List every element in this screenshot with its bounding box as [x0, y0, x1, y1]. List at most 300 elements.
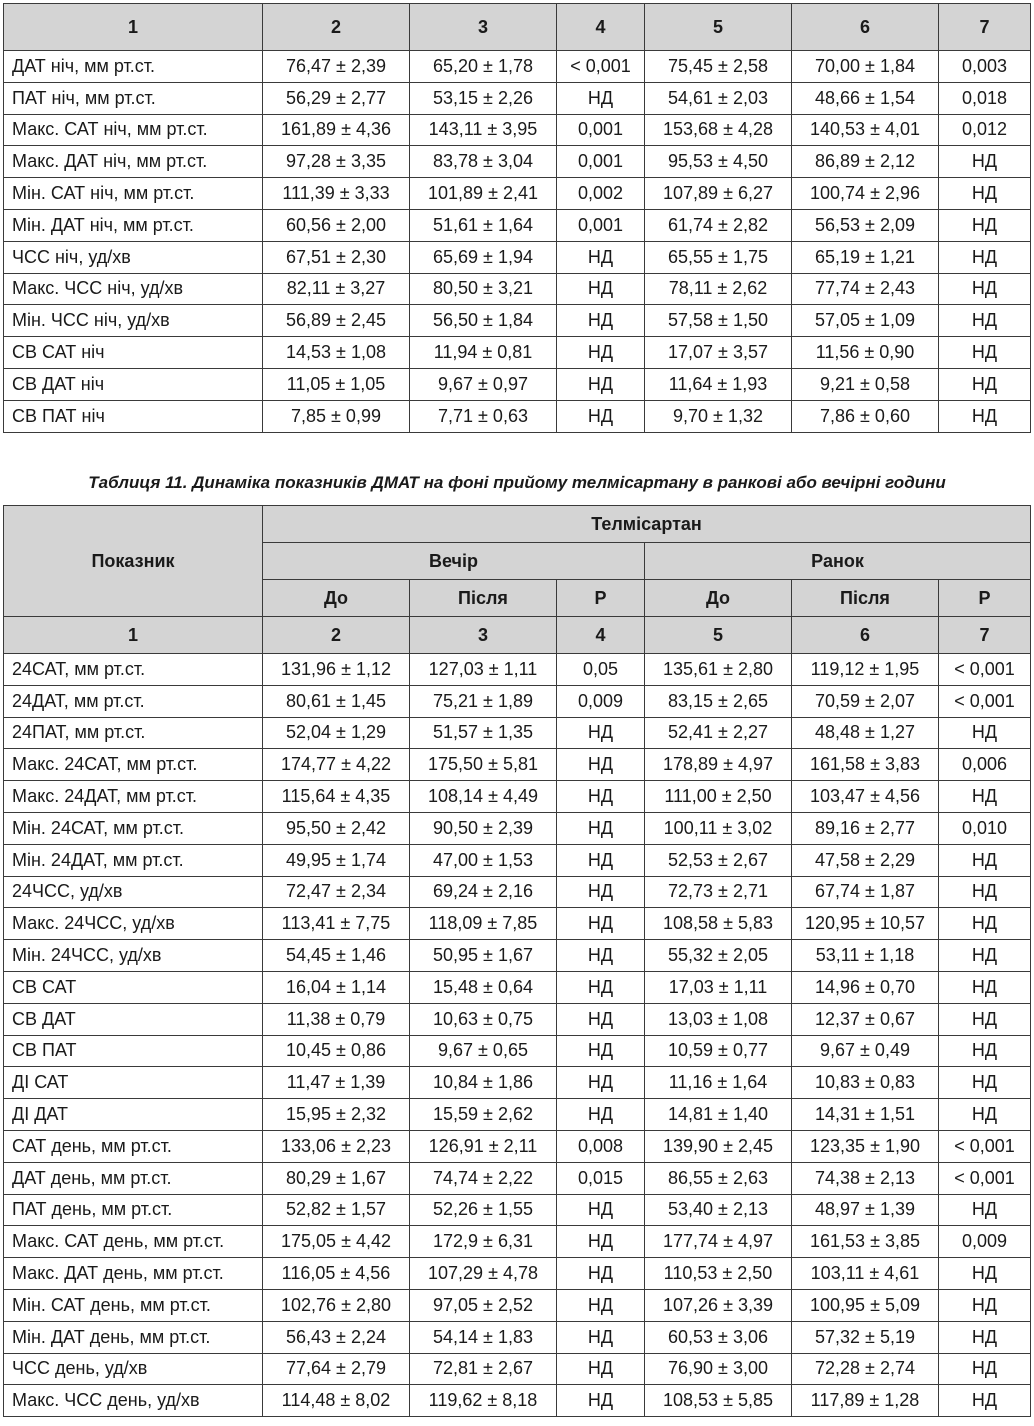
header-p: Р	[557, 580, 645, 617]
row-label: СВ ДАТ	[4, 1003, 263, 1035]
data-cell: НД	[557, 1003, 645, 1035]
table-row	[4, 241, 1031, 273]
table-row	[4, 940, 1031, 972]
data-cell: 70,59 ± 2,07	[792, 685, 939, 717]
row-label: ДІ ДАТ	[4, 1099, 263, 1131]
data-cell: НД	[557, 749, 645, 781]
col-number: 4	[557, 617, 645, 654]
table-row	[4, 749, 1031, 781]
data-cell: < 0,001	[939, 1162, 1031, 1194]
table-row	[4, 1130, 1031, 1162]
data-cell: 15,95 ± 2,32	[263, 1099, 410, 1131]
data-cell: 75,21 ± 1,89	[410, 685, 557, 717]
data-cell: 135,61 ± 2,80	[645, 654, 792, 686]
data-cell: 48,48 ± 1,27	[792, 717, 939, 749]
data-cell: НД	[557, 1099, 645, 1131]
data-cell: 7,86 ± 0,60	[792, 400, 939, 432]
table-row	[4, 273, 1031, 305]
data-cell: НД	[557, 82, 645, 114]
data-cell: 69,24 ± 2,16	[410, 876, 557, 908]
row-label: ДАТ день, мм рт.ст.	[4, 1162, 263, 1194]
data-cell: 13,03 ± 1,08	[645, 1003, 792, 1035]
data-cell: 83,15 ± 2,65	[645, 685, 792, 717]
data-cell: 15,59 ± 2,62	[410, 1099, 557, 1131]
data-cell: < 0,001	[557, 51, 645, 83]
data-cell: 108,58 ± 5,83	[645, 908, 792, 940]
data-cell: НД	[557, 876, 645, 908]
header-before: До	[263, 580, 410, 617]
col-number: 7	[939, 617, 1031, 654]
col-number: 4	[557, 4, 645, 51]
data-cell: 9,21 ± 0,58	[792, 368, 939, 400]
data-cell: 56,53 ± 2,09	[792, 209, 939, 241]
data-cell: 108,14 ± 4,49	[410, 781, 557, 813]
column-number-row	[4, 4, 1031, 51]
data-cell: 72,47 ± 2,34	[263, 876, 410, 908]
header-before: До	[645, 580, 792, 617]
row-label: 24САТ, мм рт.ст.	[4, 654, 263, 686]
data-cell: 17,03 ± 1,11	[645, 971, 792, 1003]
data-cell: 17,07 ± 3,57	[645, 337, 792, 369]
data-cell: 50,95 ± 1,67	[410, 940, 557, 972]
data-cell: 55,32 ± 2,05	[645, 940, 792, 972]
data-cell: 126,91 ± 2,11	[410, 1130, 557, 1162]
data-cell: 49,95 ± 1,74	[263, 844, 410, 876]
data-cell: 0,009	[557, 685, 645, 717]
data-cell: НД	[939, 1035, 1031, 1067]
data-cell: НД	[939, 178, 1031, 210]
data-cell: 139,90 ± 2,45	[645, 1130, 792, 1162]
data-cell: 103,11 ± 4,61	[792, 1258, 939, 1290]
data-cell: 72,81 ± 2,67	[410, 1353, 557, 1385]
data-cell: 140,53 ± 4,01	[792, 114, 939, 146]
data-cell: 10,83 ± 0,83	[792, 1067, 939, 1099]
data-cell: 52,82 ± 1,57	[263, 1194, 410, 1226]
data-cell: 61,74 ± 2,82	[645, 209, 792, 241]
data-cell: 74,74 ± 2,22	[410, 1162, 557, 1194]
data-cell: 116,05 ± 4,56	[263, 1258, 410, 1290]
data-cell: 47,00 ± 1,53	[410, 844, 557, 876]
data-cell: НД	[939, 971, 1031, 1003]
data-cell: НД	[557, 1353, 645, 1385]
col-number: 1	[4, 4, 263, 51]
data-cell: 57,32 ± 5,19	[792, 1321, 939, 1353]
data-cell: 0,009	[939, 1226, 1031, 1258]
data-cell: 56,50 ± 1,84	[410, 305, 557, 337]
data-cell: НД	[557, 1194, 645, 1226]
data-cell: 52,53 ± 2,67	[645, 844, 792, 876]
data-cell: 14,31 ± 1,51	[792, 1099, 939, 1131]
data-cell: 10,45 ± 0,86	[263, 1035, 410, 1067]
data-cell: 175,50 ± 5,81	[410, 749, 557, 781]
data-cell: НД	[939, 1385, 1031, 1417]
column-number-row	[4, 617, 1031, 654]
row-label: ЧСС ніч, уд/хв	[4, 241, 263, 273]
data-cell: 86,55 ± 2,63	[645, 1162, 792, 1194]
table-row	[4, 114, 1031, 146]
data-cell: 119,62 ± 8,18	[410, 1385, 557, 1417]
data-cell: 161,53 ± 3,85	[792, 1226, 939, 1258]
data-cell: 52,26 ± 1,55	[410, 1194, 557, 1226]
table-11-caption: Таблиця 11. Динаміка показників ДМАТ на фоні прийому телмісартану в ранкові або вечірні години	[88, 473, 946, 492]
row-label: Мін. ЧСС ніч, уд/хв	[4, 305, 263, 337]
table-row	[4, 1003, 1031, 1035]
data-cell: 10,59 ± 0,77	[645, 1035, 792, 1067]
table-row	[4, 685, 1031, 717]
row-label: СВ САТ	[4, 971, 263, 1003]
data-cell: 10,63 ± 0,75	[410, 1003, 557, 1035]
table-row	[4, 717, 1031, 749]
col-number: 3	[410, 617, 557, 654]
data-cell: 12,37 ± 0,67	[792, 1003, 939, 1035]
data-cell: 102,76 ± 2,80	[263, 1289, 410, 1321]
data-cell: 143,11 ± 3,95	[410, 114, 557, 146]
row-label: Макс. ДАТ день, мм рт.ст.	[4, 1258, 263, 1290]
table-row	[4, 1194, 1031, 1226]
data-cell: 0,012	[939, 114, 1031, 146]
data-cell: 175,05 ± 4,42	[263, 1226, 410, 1258]
data-cell: 100,74 ± 2,96	[792, 178, 939, 210]
data-cell: 72,73 ± 2,71	[645, 876, 792, 908]
data-cell: 52,04 ± 1,29	[263, 717, 410, 749]
data-cell: НД	[939, 305, 1031, 337]
data-cell: < 0,001	[939, 685, 1031, 717]
data-cell: НД	[939, 1099, 1031, 1131]
table-row	[4, 337, 1031, 369]
data-cell: 48,66 ± 1,54	[792, 82, 939, 114]
table-row	[4, 51, 1031, 83]
data-cell: 118,09 ± 7,85	[410, 908, 557, 940]
data-cell: 178,89 ± 4,97	[645, 749, 792, 781]
row-label: Мін. САТ ніч, мм рт.ст.	[4, 178, 263, 210]
data-cell: 16,04 ± 1,14	[263, 971, 410, 1003]
table-row	[4, 876, 1031, 908]
data-cell: 80,50 ± 3,21	[410, 273, 557, 305]
data-cell: НД	[939, 717, 1031, 749]
data-cell: 11,05 ± 1,05	[263, 368, 410, 400]
row-label: 24ЧСС, уд/хв	[4, 876, 263, 908]
data-cell: НД	[939, 908, 1031, 940]
data-cell: НД	[557, 1289, 645, 1321]
data-cell: 15,48 ± 0,64	[410, 971, 557, 1003]
data-cell: 177,74 ± 4,97	[645, 1226, 792, 1258]
table-row	[4, 1289, 1031, 1321]
data-cell: НД	[939, 273, 1031, 305]
col-number: 3	[410, 4, 557, 51]
data-cell: 108,53 ± 5,85	[645, 1385, 792, 1417]
data-cell: 0,015	[557, 1162, 645, 1194]
col-number: 6	[792, 4, 939, 51]
data-cell: 0,010	[939, 812, 1031, 844]
data-cell: НД	[939, 1258, 1031, 1290]
data-cell: 67,74 ± 1,87	[792, 876, 939, 908]
data-cell: НД	[939, 1353, 1031, 1385]
data-cell: НД	[939, 1289, 1031, 1321]
col-number: 5	[645, 617, 792, 654]
data-cell: НД	[557, 337, 645, 369]
data-cell: 0,003	[939, 51, 1031, 83]
data-cell: 0,008	[557, 1130, 645, 1162]
data-cell: НД	[939, 844, 1031, 876]
data-cell: НД	[939, 209, 1031, 241]
data-cell: 53,40 ± 2,13	[645, 1194, 792, 1226]
row-label: Мін. ДАТ день, мм рт.ст.	[4, 1321, 263, 1353]
data-cell: 65,20 ± 1,78	[410, 51, 557, 83]
data-cell: 0,001	[557, 209, 645, 241]
data-cell: НД	[939, 1321, 1031, 1353]
data-cell: НД	[557, 1385, 645, 1417]
table-row	[4, 368, 1031, 400]
data-cell: 82,11 ± 3,27	[263, 273, 410, 305]
data-cell: 74,38 ± 2,13	[792, 1162, 939, 1194]
data-cell: 67,51 ± 2,30	[263, 241, 410, 273]
data-cell: НД	[557, 717, 645, 749]
data-cell: 89,16 ± 2,77	[792, 812, 939, 844]
data-cell: 0,001	[557, 114, 645, 146]
data-cell: 107,29 ± 4,78	[410, 1258, 557, 1290]
data-cell: 65,55 ± 1,75	[645, 241, 792, 273]
data-cell: 60,53 ± 3,06	[645, 1321, 792, 1353]
table-row	[4, 1353, 1031, 1385]
table-row	[4, 844, 1031, 876]
data-cell: 0,006	[939, 749, 1031, 781]
data-cell: 77,64 ± 2,79	[263, 1353, 410, 1385]
data-cell: 111,39 ± 3,33	[263, 178, 410, 210]
table-row	[4, 1035, 1031, 1067]
data-cell: 133,06 ± 2,23	[263, 1130, 410, 1162]
data-cell: 95,53 ± 4,50	[645, 146, 792, 178]
row-label: ПАТ день, мм рт.ст.	[4, 1194, 263, 1226]
data-cell: 100,95 ± 5,09	[792, 1289, 939, 1321]
data-cell: 11,56 ± 0,90	[792, 337, 939, 369]
data-cell: 80,61 ± 1,45	[263, 685, 410, 717]
data-cell: 115,64 ± 4,35	[263, 781, 410, 813]
data-cell: 11,16 ± 1,64	[645, 1067, 792, 1099]
row-label: СВ ПАТ ніч	[4, 400, 263, 432]
table-row	[4, 1321, 1031, 1353]
table-row	[4, 82, 1031, 114]
data-cell: 54,14 ± 1,83	[410, 1321, 557, 1353]
col-number: 7	[939, 4, 1031, 51]
data-cell: 0,05	[557, 654, 645, 686]
data-cell: НД	[939, 876, 1031, 908]
data-cell: 107,89 ± 6,27	[645, 178, 792, 210]
data-cell: НД	[939, 781, 1031, 813]
data-cell: НД	[557, 940, 645, 972]
row-label: Макс. САТ ніч, мм рт.ст.	[4, 114, 263, 146]
data-cell: 65,19 ± 1,21	[792, 241, 939, 273]
row-label: ЧСС день, уд/хв	[4, 1353, 263, 1385]
row-label: Мін. 24ДАТ, мм рт.ст.	[4, 844, 263, 876]
table-row	[4, 1385, 1031, 1417]
row-label: Макс. ЧСС ніч, уд/хв	[4, 273, 263, 305]
data-cell: 14,53 ± 1,08	[263, 337, 410, 369]
data-cell: НД	[939, 1067, 1031, 1099]
table-row	[4, 146, 1031, 178]
data-cell: 83,78 ± 3,04	[410, 146, 557, 178]
data-cell: 75,45 ± 2,58	[645, 51, 792, 83]
header-drug: Телмісартан	[263, 506, 1031, 543]
col-number: 2	[263, 4, 410, 51]
data-cell: 95,50 ± 2,42	[263, 812, 410, 844]
table-row	[4, 971, 1031, 1003]
data-cell: 153,68 ± 4,28	[645, 114, 792, 146]
data-cell: 47,58 ± 2,29	[792, 844, 939, 876]
data-cell: 48,97 ± 1,39	[792, 1194, 939, 1226]
data-cell: НД	[939, 1194, 1031, 1226]
col-number: 6	[792, 617, 939, 654]
data-cell: 56,29 ± 2,77	[263, 82, 410, 114]
data-cell: 161,58 ± 3,83	[792, 749, 939, 781]
col-number: 2	[263, 617, 410, 654]
data-cell: 60,56 ± 2,00	[263, 209, 410, 241]
header-indicator: Показник	[4, 506, 263, 617]
data-cell: 77,74 ± 2,43	[792, 273, 939, 305]
data-cell: НД	[557, 812, 645, 844]
data-cell: 0,001	[557, 146, 645, 178]
table-row	[4, 1067, 1031, 1099]
data-cell: НД	[939, 337, 1031, 369]
data-cell: 10,84 ± 1,86	[410, 1067, 557, 1099]
row-label: ПАТ ніч, мм рт.ст.	[4, 82, 263, 114]
data-cell: 9,67 ± 0,49	[792, 1035, 939, 1067]
data-cell: НД	[557, 400, 645, 432]
data-cell: < 0,001	[939, 1130, 1031, 1162]
data-cell: НД	[557, 971, 645, 1003]
header-after: Після	[410, 580, 557, 617]
data-cell: 57,05 ± 1,09	[792, 305, 939, 337]
row-label: Мін. 24ЧСС, уд/хв	[4, 940, 263, 972]
data-cell: 117,89 ± 1,28	[792, 1385, 939, 1417]
data-cell: НД	[557, 1321, 645, 1353]
data-cell: 76,90 ± 3,00	[645, 1353, 792, 1385]
data-cell: НД	[557, 368, 645, 400]
data-cell: НД	[557, 273, 645, 305]
data-cell: 174,77 ± 4,22	[263, 749, 410, 781]
data-cell: 14,96 ± 0,70	[792, 971, 939, 1003]
data-cell: 101,89 ± 2,41	[410, 178, 557, 210]
row-label: САТ день, мм рт.ст.	[4, 1130, 263, 1162]
data-cell: 127,03 ± 1,11	[410, 654, 557, 686]
row-label: СВ ПАТ	[4, 1035, 263, 1067]
header-after: Після	[792, 580, 939, 617]
data-cell: < 0,001	[939, 654, 1031, 686]
data-cell: 11,94 ± 0,81	[410, 337, 557, 369]
row-label: Мін. САТ день, мм рт.ст.	[4, 1289, 263, 1321]
data-cell: 0,018	[939, 82, 1031, 114]
data-cell: 14,81 ± 1,40	[645, 1099, 792, 1131]
data-cell: 56,43 ± 2,24	[263, 1321, 410, 1353]
table-row	[4, 1099, 1031, 1131]
data-cell: 65,69 ± 1,94	[410, 241, 557, 273]
header-p: Р	[939, 580, 1031, 617]
table-row	[4, 178, 1031, 210]
table-11	[3, 505, 1031, 1417]
table-row	[4, 1162, 1031, 1194]
row-label: Мін. ДАТ ніч, мм рт.ст.	[4, 209, 263, 241]
header-evening: Вечір	[263, 543, 645, 580]
data-cell: 53,11 ± 1,18	[792, 940, 939, 972]
data-cell: НД	[557, 781, 645, 813]
data-cell: 172,9 ± 6,31	[410, 1226, 557, 1258]
data-cell: НД	[557, 241, 645, 273]
row-label: Макс. ДАТ ніч, мм рт.ст.	[4, 146, 263, 178]
data-cell: 113,41 ± 7,75	[263, 908, 410, 940]
table-row	[4, 1258, 1031, 1290]
col-number: 5	[645, 4, 792, 51]
data-cell: НД	[557, 1226, 645, 1258]
data-cell: 72,28 ± 2,74	[792, 1353, 939, 1385]
data-cell: 86,89 ± 2,12	[792, 146, 939, 178]
table-10-continuation	[3, 3, 1031, 433]
data-cell: НД	[557, 1258, 645, 1290]
data-cell: 114,48 ± 8,02	[263, 1385, 410, 1417]
table-row	[4, 305, 1031, 337]
row-label: Макс. 24САТ, мм рт.ст.	[4, 749, 263, 781]
data-cell: 70,00 ± 1,84	[792, 51, 939, 83]
row-label: Мін. 24САТ, мм рт.ст.	[4, 812, 263, 844]
data-cell: 11,38 ± 0,79	[263, 1003, 410, 1035]
data-cell: НД	[939, 241, 1031, 273]
data-cell: 131,96 ± 1,12	[263, 654, 410, 686]
table-row	[4, 209, 1031, 241]
data-cell: 97,28 ± 3,35	[263, 146, 410, 178]
data-cell: 120,95 ± 10,57	[792, 908, 939, 940]
data-cell: НД	[939, 1003, 1031, 1035]
data-cell: 78,11 ± 2,62	[645, 273, 792, 305]
data-cell: 97,05 ± 2,52	[410, 1289, 557, 1321]
data-cell: НД	[557, 1035, 645, 1067]
row-label: ДАТ ніч, мм рт.ст.	[4, 51, 263, 83]
table-row	[4, 781, 1031, 813]
row-label: 24ПАТ, мм рт.ст.	[4, 717, 263, 749]
data-cell: НД	[557, 844, 645, 876]
data-cell: 57,58 ± 1,50	[645, 305, 792, 337]
row-label: СВ ДАТ ніч	[4, 368, 263, 400]
data-cell: 110,53 ± 2,50	[645, 1258, 792, 1290]
data-cell: НД	[557, 908, 645, 940]
data-cell: 80,29 ± 1,67	[263, 1162, 410, 1194]
row-label: Макс. ЧСС день, уд/хв	[4, 1385, 263, 1417]
data-cell: НД	[939, 146, 1031, 178]
row-label: Макс. 24ЧСС, уд/хв	[4, 908, 263, 940]
table-row	[4, 400, 1031, 432]
data-cell: 51,61 ± 1,64	[410, 209, 557, 241]
data-cell: 54,45 ± 1,46	[263, 940, 410, 972]
data-cell: НД	[939, 400, 1031, 432]
data-cell: 54,61 ± 2,03	[645, 82, 792, 114]
data-cell: 9,67 ± 0,97	[410, 368, 557, 400]
data-cell: 107,26 ± 3,39	[645, 1289, 792, 1321]
row-label: СВ САТ ніч	[4, 337, 263, 369]
data-cell: 161,89 ± 4,36	[263, 114, 410, 146]
data-cell: 9,70 ± 1,32	[645, 400, 792, 432]
data-cell: 103,47 ± 4,56	[792, 781, 939, 813]
col-number: 1	[4, 617, 263, 654]
data-cell: 52,41 ± 2,27	[645, 717, 792, 749]
data-cell: НД	[939, 368, 1031, 400]
data-cell: 7,71 ± 0,63	[410, 400, 557, 432]
data-cell: 0,002	[557, 178, 645, 210]
data-cell: 76,47 ± 2,39	[263, 51, 410, 83]
data-cell: 90,50 ± 2,39	[410, 812, 557, 844]
table-row	[4, 812, 1031, 844]
data-cell: 119,12 ± 1,95	[792, 654, 939, 686]
table-row	[4, 1226, 1031, 1258]
row-label: ДІ САТ	[4, 1067, 263, 1099]
table-row	[4, 654, 1031, 686]
data-cell: 9,67 ± 0,65	[410, 1035, 557, 1067]
